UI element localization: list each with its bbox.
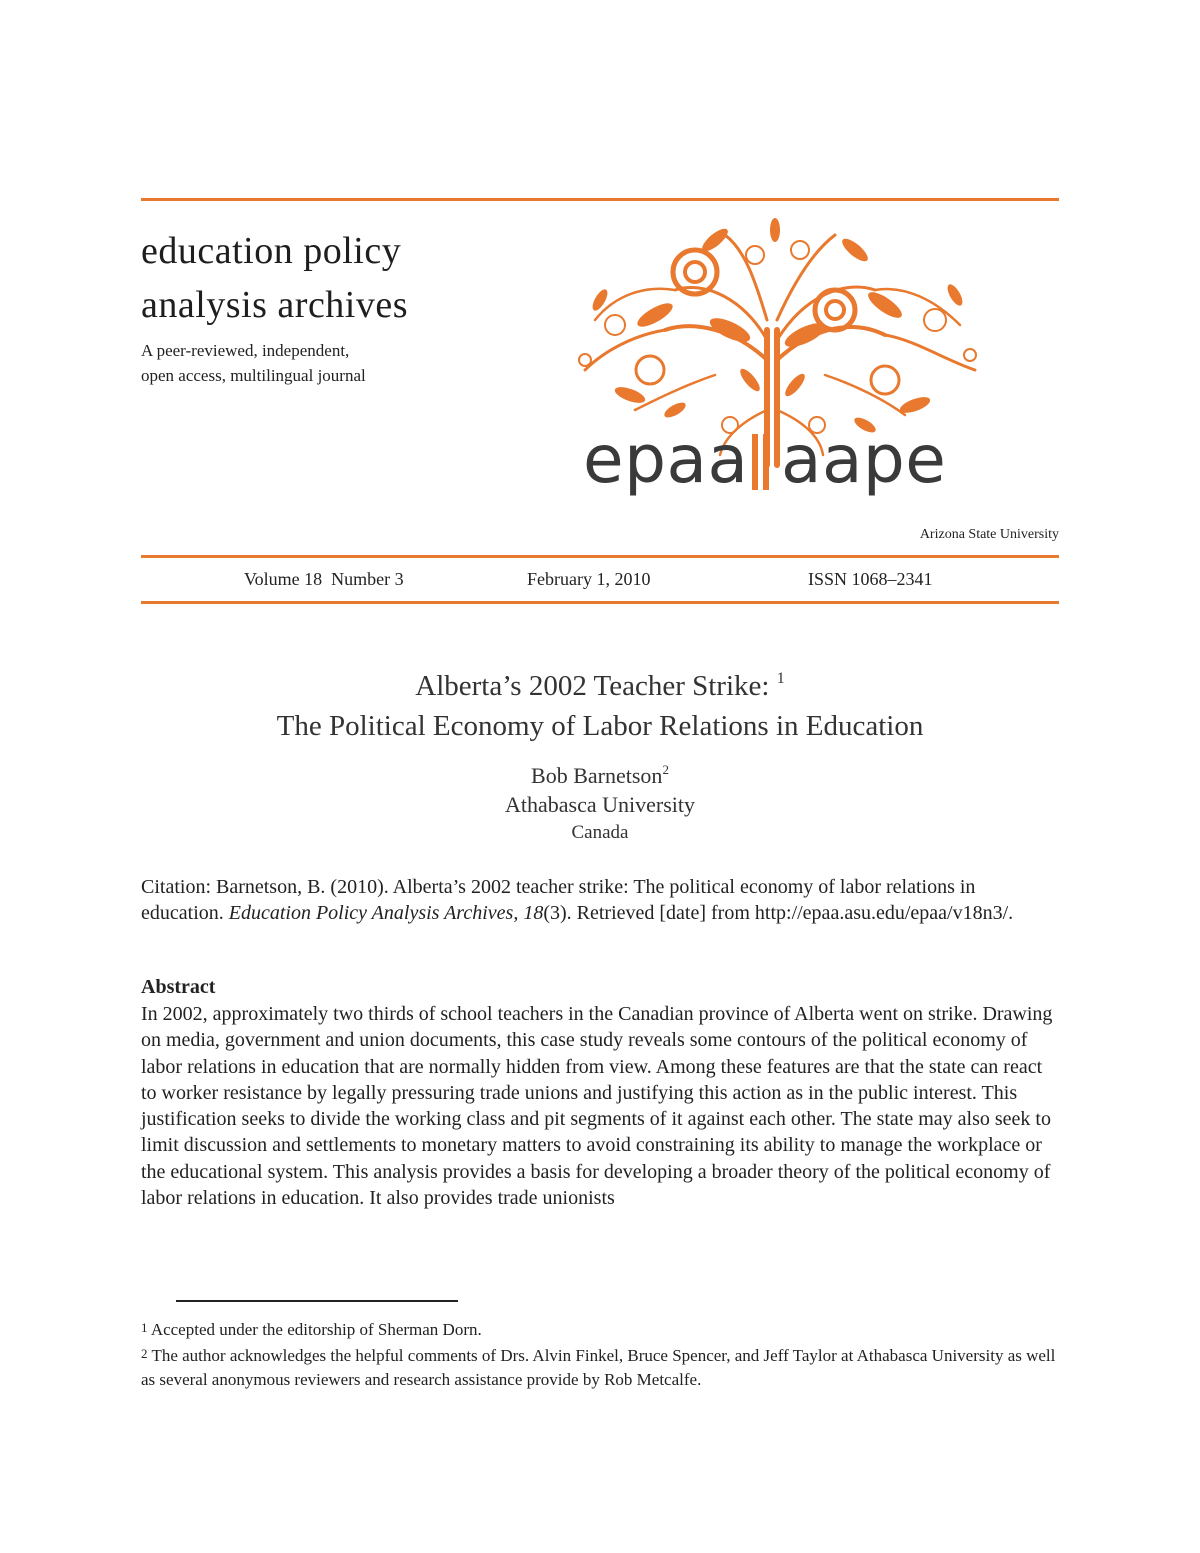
footnote-ref-1[interactable]: 1: [776, 670, 785, 687]
journal-title: [141, 224, 408, 332]
footnote-mark-2: 2: [141, 1346, 148, 1361]
journal-subtitle-line1: A peer-reviewed, independent,: [141, 341, 350, 360]
logo-divider-icon: [746, 434, 776, 490]
issue-date: February 1, 2010: [527, 569, 651, 589]
abstract-heading: Abstract: [141, 976, 216, 998]
citation-journal: Education Policy Analysis Archives, 18: [228, 902, 544, 924]
author-block: [141, 760, 1059, 847]
issue-issn: ISSN 1068–2341: [808, 569, 933, 589]
footnote-text-2: The author acknowledges the helpful comments of Drs. Alvin Finkel, Bruce Spencer, and Jeff Taylor at Athabasca University as well as several anonymous reviewers and research assistance provide by Rob Metcalfe.: [141, 1346, 1056, 1389]
logo-wordmark-right: aape: [781, 421, 947, 498]
footnote-2: [141, 1342, 1059, 1392]
citation-suffix: (3). Retrieved [date] from http://epaa.asu.edu/epaa/v18n3/.: [543, 902, 1014, 924]
journal-title-line2: analysis archives: [141, 284, 409, 326]
orange-rule-middle: [141, 555, 1059, 558]
author-country: Canada: [571, 822, 629, 843]
orange-rule-bottom: [141, 601, 1059, 604]
footnote-ref-2[interactable]: 2: [662, 762, 669, 777]
footnote-text-1: Accepted under the editorship of Sherman Dorn.: [150, 1320, 482, 1339]
orange-rule-top: [141, 198, 1059, 201]
journal-title-line1: education policy: [141, 230, 402, 272]
journal-subtitle: [141, 338, 366, 388]
journal-subtitle-line2: open access, multilingual journal: [141, 366, 366, 385]
footnotes: [141, 1316, 1059, 1392]
footnote-mark-1: 1: [141, 1320, 148, 1335]
abstract-text: In 2002, approximately two thirds of school teachers in the Canadian province of Alberta went on strike. Drawing on media, government and union documents, this case study reveals some contours of the political economy of labor relations in education that are normally hidden from view. Among these features are that the state can react to worker resistance by legally pressuring trade unions and justifying this action as in the public interest. This justification seeks to divide the working class and pit segments of it against each other. The state may also seek to limit discussion and settlements to monetary matters to avoid constraining its ability to manage the workplace or the educational system. This analysis provides a basis for developing a broader theory of the political economy of labor relations in education. It also provides trade unionists: [141, 1003, 1053, 1210]
footnote-1: [141, 1316, 1059, 1342]
citation: [141, 874, 1059, 926]
issue-volume: Volume 18 Number 3: [244, 569, 404, 589]
publisher-affiliation: Arizona State University: [919, 527, 1059, 542]
article-title: [141, 666, 1059, 746]
article-title-line2: The Political Economy of Labor Relations in Education: [276, 710, 924, 742]
citation-prefix: Citation: Barnetson, B. (2010). Alberta’s 2002 teacher strike: The political economy of labor relations in education.: [141, 876, 976, 924]
author-name: Bob Barnetson: [531, 763, 663, 788]
article-title-line1: [141, 666, 1059, 706]
author-name-line: [141, 760, 1059, 791]
footnote-separator: [176, 1300, 458, 1302]
logo-wordmark-left: epaa: [583, 421, 749, 498]
author-institution: Athabasca University: [505, 792, 695, 817]
article-title-main: Alberta’s 2002 Teacher Strike:: [415, 670, 770, 702]
